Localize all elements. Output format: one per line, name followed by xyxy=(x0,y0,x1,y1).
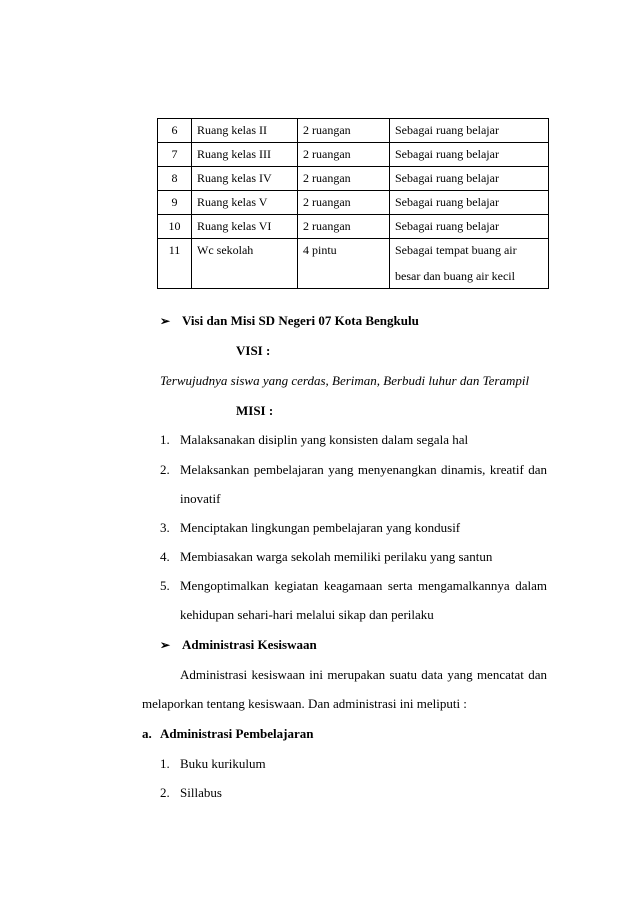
misi-item-text: Malaksanakan disiplin yang konsisten dalam segala hal xyxy=(180,432,469,447)
sub-item-number: 1. xyxy=(160,756,170,771)
room-usage-line: Sebagai ruang belajar xyxy=(395,123,499,137)
room-usage xyxy=(390,239,549,289)
room-quantity: 2 ruangan xyxy=(298,191,390,215)
misi-item-text: Mengoptimalkan kegiatan keagamaan serta mengamalkannya dalam xyxy=(180,578,547,593)
room-name: Ruang kelas II xyxy=(192,119,298,143)
room-usage xyxy=(390,119,549,143)
room-quantity: 2 ruangan xyxy=(298,215,390,239)
table-row xyxy=(158,143,549,167)
room-usage-line: Sebagai ruang belajar xyxy=(395,195,499,209)
misi-number: 3. xyxy=(160,520,170,535)
room-name: Ruang kelas VI xyxy=(192,215,298,239)
misi-number: 4. xyxy=(160,549,170,564)
room-usage xyxy=(390,191,549,215)
misi-item-text: Membiasakan warga sekolah memiliki perilaku yang santun xyxy=(180,549,493,564)
room-name: Ruang kelas IV xyxy=(192,167,298,191)
arrow-bullet-icon: ➢ xyxy=(160,314,171,328)
room-usage-line: Sebagai tempat buang air xyxy=(395,243,517,257)
row-number: 6 xyxy=(158,119,192,143)
sub-section-letter: a. xyxy=(142,726,152,741)
visi-misi-heading xyxy=(160,313,419,329)
visi-text: Terwujudnya siswa yang cerdas, Beriman, Berbudi luhur dan Terampil xyxy=(160,373,530,388)
sub-item-text: Buku kurikulum xyxy=(180,756,266,771)
row-number: 10 xyxy=(158,215,192,239)
room-usage-line: Sebagai ruang belajar xyxy=(395,219,499,233)
room-quantity: 4 pintu xyxy=(298,239,390,289)
table-row xyxy=(158,239,549,289)
room-usage xyxy=(390,215,549,239)
sub-section-heading: Administrasi Pembelajaran xyxy=(160,726,314,741)
administrasi-paragraph-line2: melaporkan tentang kesiswaan. Dan administrasi ini meliputi : xyxy=(142,696,467,711)
arrow-bullet-icon: ➢ xyxy=(160,638,171,652)
room-quantity: 2 ruangan xyxy=(298,143,390,167)
room-usage-line: Sebagai ruang belajar xyxy=(395,171,499,185)
row-number: 7 xyxy=(158,143,192,167)
room-usage xyxy=(390,167,549,191)
misi-number: 1. xyxy=(160,432,170,447)
misi-item-text: Melaksankan pembelajaran yang menyenangkan dinamis, kreatif dan xyxy=(180,462,547,477)
facility-table xyxy=(157,118,549,289)
visi-label: VISI : xyxy=(236,343,271,358)
room-usage-line-2: besar dan buang air kecil xyxy=(395,269,515,283)
row-number: 8 xyxy=(158,167,192,191)
sub-item-text: Sillabus xyxy=(180,785,222,800)
misi-label: MISI : xyxy=(236,403,274,418)
room-quantity: 2 ruangan xyxy=(298,167,390,191)
misi-item-text-cont: inovatif xyxy=(180,491,221,506)
row-number: 11 xyxy=(158,239,192,289)
room-usage xyxy=(390,143,549,167)
table-row xyxy=(158,119,549,143)
administrasi-heading xyxy=(160,637,317,653)
room-name: Ruang kelas V xyxy=(192,191,298,215)
misi-number: 2. xyxy=(160,462,170,477)
room-quantity: 2 ruangan xyxy=(298,119,390,143)
table-row xyxy=(158,167,549,191)
room-usage-line: Sebagai ruang belajar xyxy=(395,147,499,161)
administrasi-heading-text: Administrasi Kesiswaan xyxy=(182,637,317,652)
room-name: Ruang kelas III xyxy=(192,143,298,167)
misi-item-text-cont: kehidupan sehari-hari melalui sikap dan perilaku xyxy=(180,607,434,622)
visi-misi-heading-text: Visi dan Misi SD Negeri 07 Kota Bengkulu xyxy=(182,313,419,328)
misi-item-text: Menciptakan lingkungan pembelajaran yang kondusif xyxy=(180,520,461,535)
administrasi-paragraph-line1: Administrasi kesiswaan ini merupakan suatu data yang mencatat dan xyxy=(180,667,547,682)
room-name: Wc sekolah xyxy=(192,239,298,289)
misi-number: 5. xyxy=(160,578,170,593)
sub-item-number: 2. xyxy=(160,785,170,800)
table-row xyxy=(158,215,549,239)
table-row xyxy=(158,191,549,215)
row-number: 9 xyxy=(158,191,192,215)
